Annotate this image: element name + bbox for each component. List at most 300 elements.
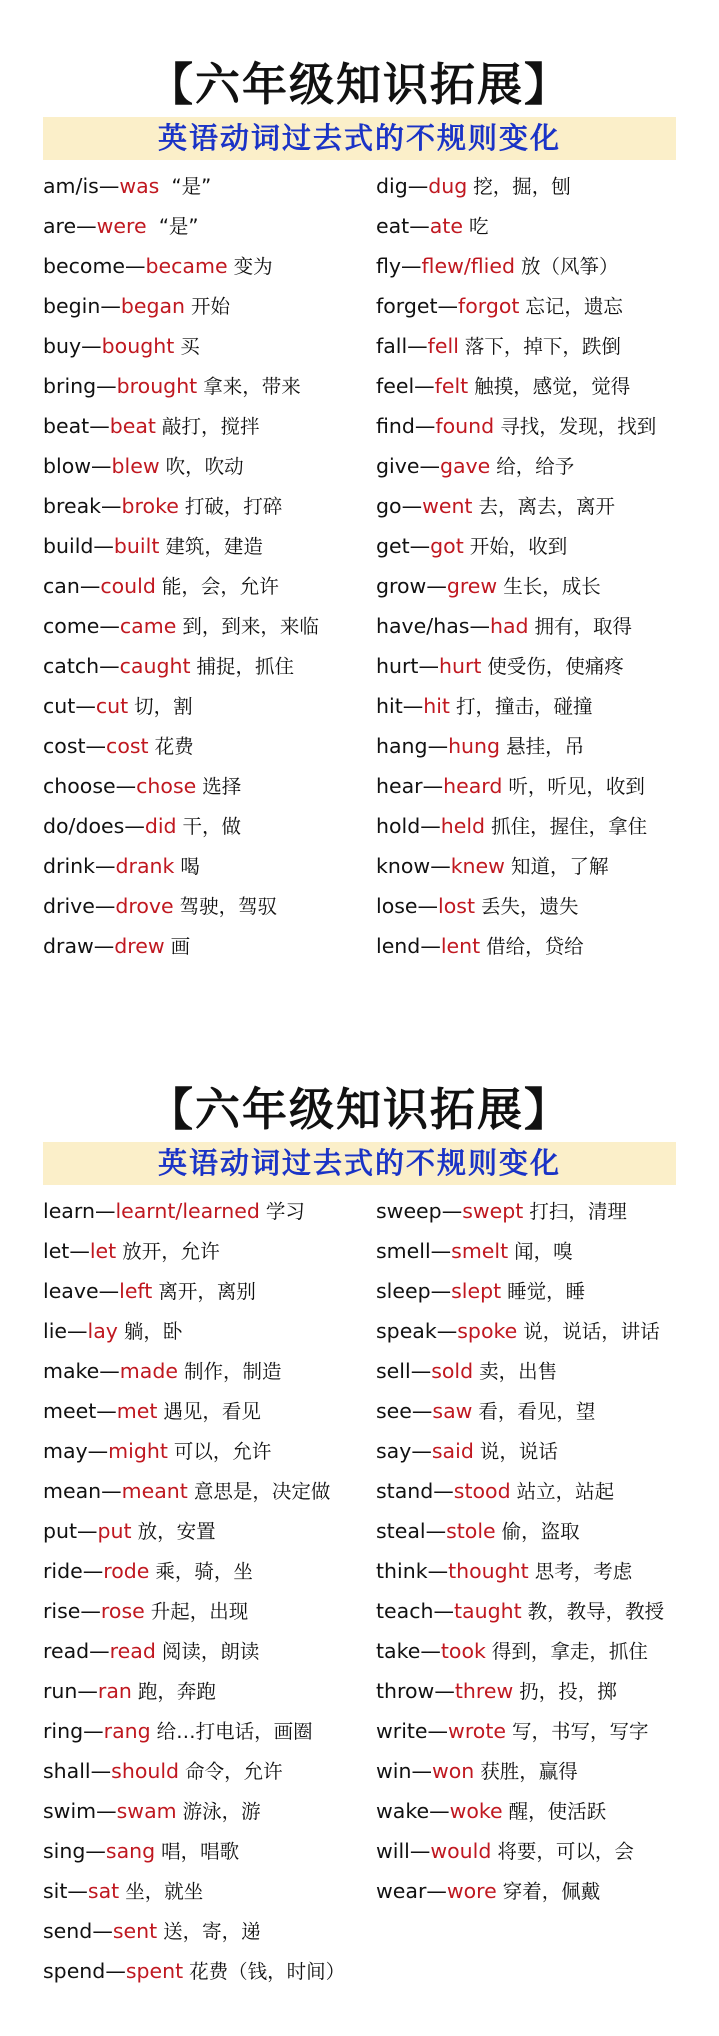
past-tense-form: lay (87, 1319, 118, 1343)
dash-separator: — (427, 1559, 449, 1583)
base-form: leave (43, 1279, 99, 1303)
dash-separator: — (430, 1279, 452, 1303)
past-tense-form: blew (111, 454, 160, 478)
dash-separator: — (96, 1399, 117, 1423)
word-entry (376, 846, 706, 886)
word-entry (43, 286, 373, 326)
dash-separator: — (93, 934, 115, 958)
word-entry (43, 846, 373, 886)
chinese-meaning: 敲打，搅拌 (161, 415, 260, 438)
chinese-meaning: 站立，站起 (516, 1480, 615, 1503)
past-tense-form: lent (440, 934, 481, 958)
base-form: make (43, 1359, 100, 1383)
past-tense-form: rose (100, 1599, 145, 1623)
base-form: fall (376, 334, 408, 358)
dash-separator: — (69, 1239, 90, 1263)
chinese-meaning: 得到，拿走，抓住 (491, 1640, 648, 1663)
word-entry (376, 1431, 706, 1471)
word-entry (376, 526, 706, 566)
base-form: ride (43, 1559, 83, 1583)
word-entry (43, 406, 373, 446)
chinese-meaning: 抓住，握住，拿住 (491, 815, 648, 838)
past-tense-form: lost (438, 894, 475, 918)
chinese-meaning: 扔，投，掷 (519, 1680, 617, 1703)
base-form: throw (376, 1679, 435, 1703)
past-tense-form: ran (97, 1679, 132, 1703)
dash-separator: — (99, 1359, 120, 1383)
chinese-meaning: 游泳，游 (182, 1800, 261, 1823)
base-form: am/is (43, 174, 99, 198)
dash-separator: — (422, 774, 444, 798)
past-tense-form: held (440, 814, 486, 838)
base-form: dig (376, 174, 408, 198)
base-form: can (43, 574, 80, 598)
word-entry (376, 1711, 706, 1751)
word-entry (376, 366, 706, 406)
dash-separator: — (420, 1639, 441, 1663)
base-form: forget (376, 294, 438, 318)
past-tense-form: ate (429, 214, 463, 238)
word-entry (376, 646, 706, 686)
past-tense-form: sat (87, 1879, 120, 1903)
past-tense-form: found (435, 414, 495, 438)
base-form: ring (43, 1719, 84, 1743)
dash-separator: — (76, 214, 97, 238)
past-tense-form: sang (105, 1839, 156, 1863)
chinese-meaning: 挖，掘，刨 (473, 175, 571, 198)
chinese-meaning: 捕捉，抓住 (196, 655, 295, 678)
past-tense-form: stood (453, 1479, 511, 1503)
base-form: build (43, 534, 94, 558)
past-tense-form: thought (448, 1559, 529, 1583)
chinese-meaning: 学习 (265, 1200, 305, 1223)
dash-separator: — (407, 334, 428, 358)
past-tense-form: felt (434, 374, 469, 398)
word-entry (376, 1351, 706, 1391)
chinese-meaning: 吹，吹动 (165, 455, 244, 478)
past-tense-form: got (430, 534, 464, 558)
base-form: may (43, 1439, 88, 1463)
past-tense-form: was (119, 174, 160, 198)
base-form: wake (376, 1799, 430, 1823)
dash-separator: — (96, 1799, 117, 1823)
past-tense-form: slept (451, 1279, 502, 1303)
chinese-meaning: 拥有，取得 (534, 615, 633, 638)
word-entry (43, 1831, 373, 1871)
past-tense-form: built (113, 534, 160, 558)
base-form: give (376, 454, 420, 478)
word-entry (376, 246, 706, 286)
chinese-meaning: 丢失，遗失 (481, 895, 579, 918)
past-tense-form: sent (112, 1919, 158, 1943)
chinese-meaning: 意思是，决定做 (193, 1480, 331, 1503)
word-entry (376, 1791, 706, 1831)
base-form: hear (376, 774, 423, 798)
word-column-left (43, 1191, 373, 1991)
chinese-meaning: 乘，骑，坐 (155, 1560, 253, 1583)
dash-separator: — (414, 414, 436, 438)
dash-separator: — (95, 854, 116, 878)
chinese-meaning: 听，听见，收到 (508, 775, 645, 798)
past-tense-form: heard (443, 774, 503, 798)
base-form: send (43, 1919, 93, 1943)
past-tense-form: drank (115, 854, 175, 878)
chinese-meaning: 知道，了解 (510, 855, 609, 878)
dash-separator: — (430, 854, 451, 878)
past-tense-form: woke (449, 1799, 503, 1823)
past-tense-form: were (96, 214, 147, 238)
word-entry (43, 1191, 373, 1231)
word-entry (376, 766, 706, 806)
past-tense-form: forgot (458, 294, 520, 318)
past-tense-form: put (97, 1519, 132, 1543)
base-form: fly (376, 254, 402, 278)
chinese-meaning: 拿来，带来 (203, 375, 301, 398)
chinese-meaning: 命令，允许 (185, 1760, 283, 1783)
word-entry (376, 1551, 706, 1591)
dash-separator: — (125, 254, 146, 278)
base-form: hurt (376, 654, 419, 678)
word-entry (376, 686, 706, 726)
past-tense-form: swam (116, 1799, 177, 1823)
chinese-meaning: 偷，盗取 (501, 1520, 580, 1543)
base-form: mean (43, 1479, 102, 1503)
base-form: sleep (376, 1279, 431, 1303)
word-entry (43, 1911, 373, 1951)
past-tense-form: took (440, 1639, 486, 1663)
base-form: lend (376, 934, 421, 958)
base-form: meet (43, 1399, 97, 1423)
dash-separator: — (80, 1599, 101, 1623)
dash-separator: — (411, 1759, 432, 1783)
base-form: run (43, 1679, 78, 1703)
base-form: let (43, 1239, 70, 1263)
word-entry (43, 1231, 373, 1271)
dash-separator: — (87, 1439, 109, 1463)
dash-separator: — (426, 1879, 447, 1903)
word-entry (376, 1591, 706, 1631)
chinese-meaning: 花费 (154, 735, 194, 758)
chinese-meaning: 卖，出售 (479, 1360, 558, 1383)
base-form: become (43, 254, 126, 278)
word-entry (43, 1471, 373, 1511)
base-form: teach (376, 1599, 434, 1623)
chinese-meaning: 将要，可以，会 (497, 1840, 634, 1863)
chinese-meaning: 切，割 (134, 695, 193, 718)
base-form: swim (43, 1799, 97, 1823)
dash-separator: — (429, 1799, 450, 1823)
dash-separator: — (99, 614, 120, 638)
dash-separator: — (94, 894, 116, 918)
base-form: go (376, 494, 402, 518)
base-form: catch (43, 654, 100, 678)
base-form: do/does (43, 814, 125, 838)
dash-separator: — (410, 1359, 432, 1383)
chinese-meaning: 阅读，朗读 (161, 1640, 260, 1663)
past-tense-form: wore (446, 1879, 497, 1903)
chinese-meaning: 制作，制造 (183, 1360, 282, 1383)
base-form: buy (43, 334, 82, 358)
chinese-meaning: 坐，就坐 (125, 1880, 204, 1903)
past-tense-form: meant (121, 1479, 188, 1503)
word-entry (376, 1831, 706, 1871)
word-entry (376, 1391, 706, 1431)
past-tense-form: would (430, 1839, 492, 1863)
base-form: steal (376, 1519, 426, 1543)
chinese-meaning: 遇见，看见 (163, 1400, 261, 1423)
base-form: put (43, 1519, 78, 1543)
base-form: grow (376, 574, 427, 598)
word-column-left (43, 166, 373, 966)
base-form: have/has (376, 614, 470, 638)
section-subtitle: 英语动词过去式的不规则变化 (43, 117, 676, 160)
dash-separator: — (427, 1719, 449, 1743)
word-entry (376, 286, 706, 326)
past-tense-form: drew (114, 934, 165, 958)
base-form: smell (376, 1239, 431, 1263)
past-tense-form: left (119, 1279, 153, 1303)
dash-separator: — (92, 1919, 113, 1943)
word-entry (43, 1391, 373, 1431)
past-tense-form: might (108, 1439, 168, 1463)
base-form: lie (43, 1319, 68, 1343)
word-entry (43, 766, 373, 806)
dash-separator: — (90, 1759, 112, 1783)
past-tense-form: did (144, 814, 177, 838)
chinese-meaning: 变为 (233, 255, 273, 278)
section-2 (0, 1080, 719, 1983)
chinese-meaning: 忘记，遗忘 (525, 295, 623, 318)
past-tense-form: gave (439, 454, 491, 478)
past-tense-form: rode (103, 1559, 150, 1583)
word-entry (43, 1311, 373, 1351)
dash-separator: — (94, 1199, 116, 1223)
base-form: choose (43, 774, 116, 798)
dash-separator: — (81, 334, 102, 358)
base-form: learn (43, 1199, 95, 1223)
word-entry (43, 686, 373, 726)
word-entry (43, 1671, 373, 1711)
word-entry (376, 1671, 706, 1711)
word-entry (43, 886, 373, 926)
base-form: speak (376, 1319, 437, 1343)
section-title: 【六年级知识拓展】 (147, 58, 571, 111)
word-entry (376, 1631, 706, 1671)
past-tense-form: spent (125, 1959, 184, 1983)
base-form: will (376, 1839, 410, 1863)
past-tense-form: bought (101, 334, 175, 358)
dash-separator: — (115, 774, 137, 798)
dash-separator: — (407, 174, 429, 198)
dash-separator: — (401, 494, 423, 518)
chinese-meaning: 离开，离别 (158, 1280, 256, 1303)
past-tense-form: rang (103, 1719, 151, 1743)
word-entry (376, 566, 706, 606)
base-form: drive (43, 894, 95, 918)
base-form: read (43, 1639, 90, 1663)
chinese-meaning: 说，说话 (479, 1440, 558, 1463)
past-tense-form: broke (121, 494, 179, 518)
chinese-meaning: 写，书写，写字 (511, 1720, 649, 1743)
word-entry (376, 606, 706, 646)
dash-separator: — (89, 1639, 110, 1663)
base-form: say (376, 1439, 412, 1463)
word-entry (43, 366, 373, 406)
base-form: hold (376, 814, 421, 838)
dash-separator: — (91, 454, 112, 478)
dash-separator: — (426, 574, 447, 598)
past-tense-form: went (422, 494, 473, 518)
section-1 (0, 55, 719, 958)
base-form: blow (43, 454, 92, 478)
past-tense-form: dug (428, 174, 468, 198)
past-tense-form: read (109, 1639, 156, 1663)
base-form: get (376, 534, 410, 558)
chinese-meaning: 喝 (180, 855, 200, 878)
chinese-meaning: 闻，嗅 (514, 1240, 573, 1263)
past-tense-form: beat (109, 414, 156, 438)
chinese-meaning: 送，寄，递 (163, 1920, 261, 1943)
word-entry (43, 646, 373, 686)
dash-separator: — (96, 374, 117, 398)
word-entry (376, 206, 706, 246)
chinese-meaning: 去，离去，离开 (478, 495, 615, 518)
dash-separator: — (418, 654, 439, 678)
base-form: spend (43, 1959, 106, 1983)
chinese-meaning: 说，说话，讲话 (523, 1320, 660, 1343)
word-entry (43, 1791, 373, 1831)
base-form: beat (43, 414, 90, 438)
chinese-meaning: 到，到来，来临 (182, 615, 319, 638)
past-tense-form: said (431, 1439, 474, 1463)
dash-separator: — (469, 614, 490, 638)
base-form: sweep (376, 1199, 442, 1223)
dash-separator: — (67, 1319, 88, 1343)
chinese-meaning: 借给，贷给 (486, 935, 584, 958)
chinese-meaning: 醒，使活跃 (508, 1800, 607, 1823)
word-entry (43, 1551, 373, 1591)
word-entry (43, 486, 373, 526)
past-tense-form: began (120, 294, 186, 318)
past-tense-form: threw (454, 1679, 514, 1703)
dash-separator: — (98, 174, 120, 198)
dash-separator: — (100, 294, 121, 318)
word-entry (43, 1431, 373, 1471)
word-entry (43, 1751, 373, 1791)
word-entry (43, 1871, 373, 1911)
chinese-meaning: 放开，允许 (122, 1240, 220, 1263)
dash-separator: — (434, 1679, 455, 1703)
past-tense-form: fell (427, 334, 459, 358)
past-tense-form: made (119, 1359, 178, 1383)
dash-separator: — (414, 374, 435, 398)
base-form: hit (376, 694, 403, 718)
word-entry (43, 1511, 373, 1551)
chinese-meaning: 睡觉，睡 (507, 1280, 586, 1303)
past-tense-form: had (489, 614, 529, 638)
dash-separator: — (77, 1519, 98, 1543)
dash-separator: — (101, 1479, 122, 1503)
base-form: bring (43, 374, 97, 398)
chinese-meaning: 画 (170, 935, 191, 958)
word-entry (376, 1471, 706, 1511)
word-entry (43, 606, 373, 646)
word-entry (376, 1231, 706, 1271)
word-entry (43, 1951, 373, 1991)
chinese-meaning: 唱，唱歌 (161, 1840, 240, 1863)
chinese-meaning: 给，给予 (496, 455, 575, 478)
word-entry (43, 1631, 373, 1671)
base-form: draw (43, 934, 94, 958)
word-entry (376, 1871, 706, 1911)
chinese-meaning: 打，撞击，碰撞 (455, 695, 593, 718)
dash-separator: — (93, 534, 114, 558)
dash-separator: — (427, 734, 449, 758)
base-form: think (376, 1559, 428, 1583)
past-tense-form: drove (115, 894, 174, 918)
past-tense-form: chose (136, 774, 197, 798)
dash-separator: — (401, 254, 422, 278)
base-form: feel (376, 374, 415, 398)
past-tense-form: swept (462, 1199, 524, 1223)
word-entry (376, 166, 706, 206)
base-form: break (43, 494, 102, 518)
dash-separator: — (83, 1719, 104, 1743)
dash-separator: — (77, 1679, 98, 1703)
word-entry (43, 166, 373, 206)
base-form: wear (376, 1879, 427, 1903)
word-entry (376, 446, 706, 486)
word-entry (376, 1191, 706, 1231)
past-tense-form: could (100, 574, 156, 598)
dash-separator: — (441, 1199, 463, 1223)
dash-separator: — (98, 1279, 120, 1303)
chinese-meaning: 放（风筝） (520, 255, 619, 278)
word-entry (376, 486, 706, 526)
chinese-meaning: 跑，奔跑 (137, 1680, 216, 1703)
past-tense-form: spoke (457, 1319, 518, 1343)
dash-separator: — (436, 1319, 458, 1343)
base-form: are (43, 214, 77, 238)
base-form: win (376, 1759, 412, 1783)
past-tense-form: knew (450, 854, 505, 878)
chinese-meaning: 躺，卧 (123, 1320, 183, 1343)
word-entry (43, 566, 373, 606)
chinese-meaning: 打破，打碎 (184, 495, 283, 518)
chinese-meaning: 寻找，发现，找到 (500, 415, 657, 438)
past-tense-form: should (111, 1759, 180, 1783)
base-form: hang (376, 734, 428, 758)
word-entry (376, 1271, 706, 1311)
section-title: 【六年级知识拓展】 (147, 1083, 571, 1136)
dash-separator: — (67, 1879, 88, 1903)
dash-separator: — (101, 494, 122, 518)
base-form: drink (43, 854, 96, 878)
word-entry (43, 446, 373, 486)
dash-separator: — (430, 1239, 452, 1263)
chinese-meaning: 生长，成长 (503, 575, 601, 598)
word-entry (43, 1711, 373, 1751)
past-tense-form: wrote (448, 1719, 506, 1743)
base-form: eat (376, 214, 410, 238)
word-entry (43, 526, 373, 566)
past-tense-form: cost (106, 734, 149, 758)
word-entry (376, 406, 706, 446)
chinese-meaning: 悬挂，吊 (506, 735, 585, 758)
base-form: see (376, 1399, 412, 1423)
past-tense-form: cut (95, 694, 129, 718)
dash-separator: — (433, 1479, 454, 1503)
